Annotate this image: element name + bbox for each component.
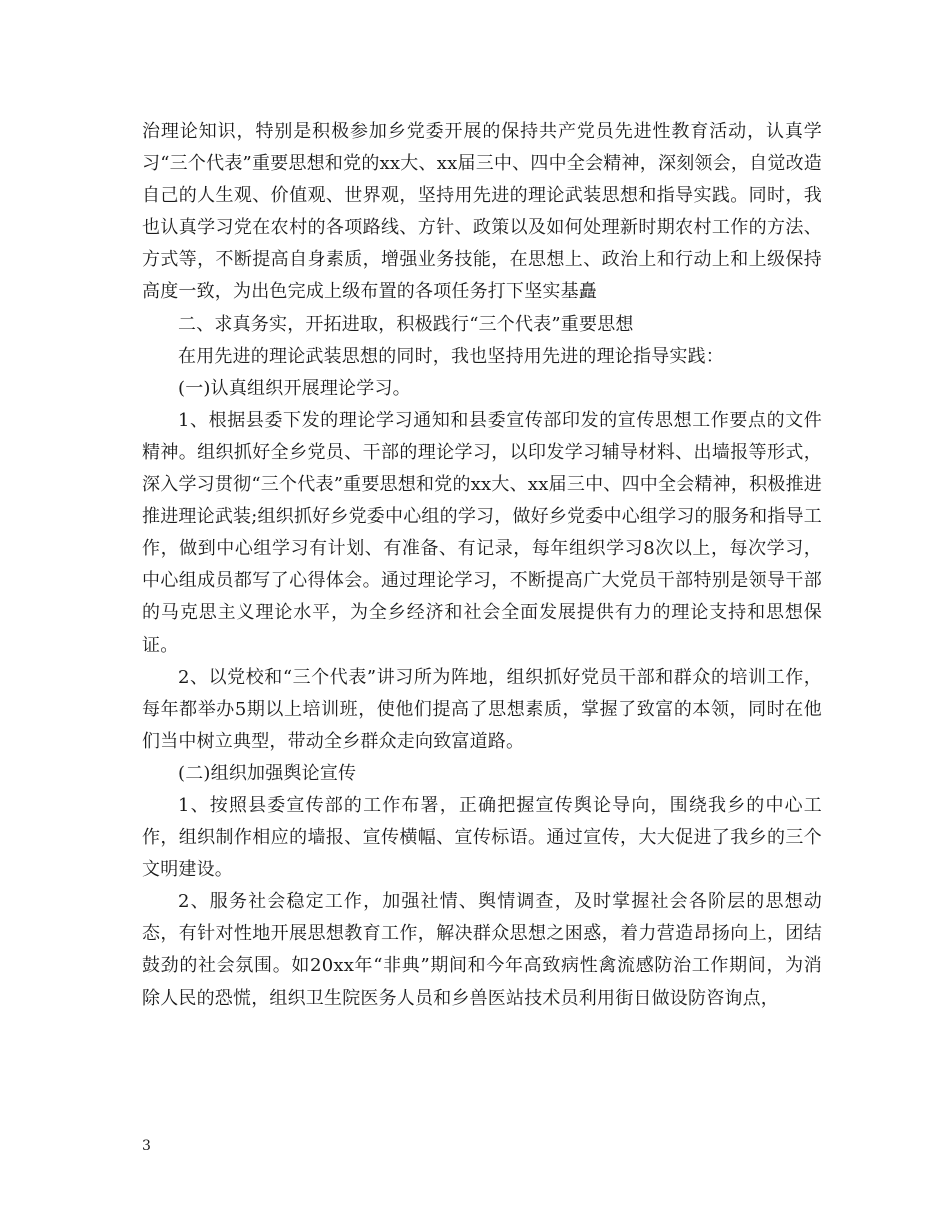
paragraph-continuation: 治理论知识，特别是积极参加乡党委开展的保持共产党员先进性教育活动，认真学习“三个代表”重要思想和党的xx大、xx届三中、四中全会精神，深刻领会，自觉改造自己的人生观、价值观、世界观，坚持用先进的理论武装思想和指导实践。同时，我也认真学习党在农村的各项路线、方针、政策以及如何处理新时期农村工作的方法、方式等，不断提高自身素质，增强业务技能，在思想上、政治上和行动上和上级保持高度一致，为出色完成上级布置的各项任务打下坚实基矗 — [142, 121, 822, 303]
paragraph-item-3: 1、按照县委宣传部的工作布署，正确把握宣传舆论导向，围绕我乡的中心工作，组织制作相应的墙报、宣传横幅、宣传标语。通过宣传，大大促进了我乡的三个文明建设。 — [142, 794, 822, 881]
subsection-heading-1: (一)认真组织开展理论学习。 — [178, 377, 411, 399]
paragraph-item-1: 1、根据县委下发的理论学习通知和县委宣传部印发的宣传思想工作要点的文件精神。组织抓好全乡党员、干部的理论学习，以印发学习辅导材料、出墙报等形式，深入学习贯彻“三个代表”重要思想和党的xx大、xx届三中、四中全会精神，积极推进推进理论武装;组织抓好乡党委中心组的学习，做好乡党委中心组学习的服务和指导工作，做到中心组学习有计划、有准备、有记录，每年组织学习8次以上，每次学习，中心组成员都写了心得体会。通过理论学习，不断提高广大党员干部特别是领导干部的马克思主义理论水平，为全乡经济和社会全面发展提供有力的理论支持和思想保证。 — [142, 409, 822, 656]
paragraph-intro: 在用先进的理论武装思想的同时，我也坚持用先进的理论指导实践： — [178, 345, 724, 367]
paragraph-item-4: 2、服务社会稳定工作，加强社情、舆情调查，及时掌握社会各阶层的思想动态，有针对性地开展思想教育工作，解决群众思想之困惑，着力营造昂扬向上，团结鼓劲的社会氛围。如20xx年“非典”期间和今年高致病性禽流感防治工作期间，为消除人民的恐慌，组织卫生院医务人员和乡兽医站技术员利用街日做设防咨询点， — [142, 891, 822, 1009]
document-body — [142, 116, 822, 1015]
subsection-heading-2: (二)组织加强舆论宣传 — [178, 762, 357, 784]
paragraph-item-2: 2、以党校和“三个代表”讲习所为阵地，组织抓好党员干部和群众的培训工作，每年都举办5期以上培训班，使他们提高了思想素质，掌握了致富的本领，同时在他们当中树立典型，带动全乡群众走向致富道路。 — [142, 666, 822, 752]
section-heading-2: 二、求真务实，开拓进取，积极践行“三个代表”重要思想 — [178, 313, 634, 335]
page-number: 3 — [142, 1138, 151, 1154]
